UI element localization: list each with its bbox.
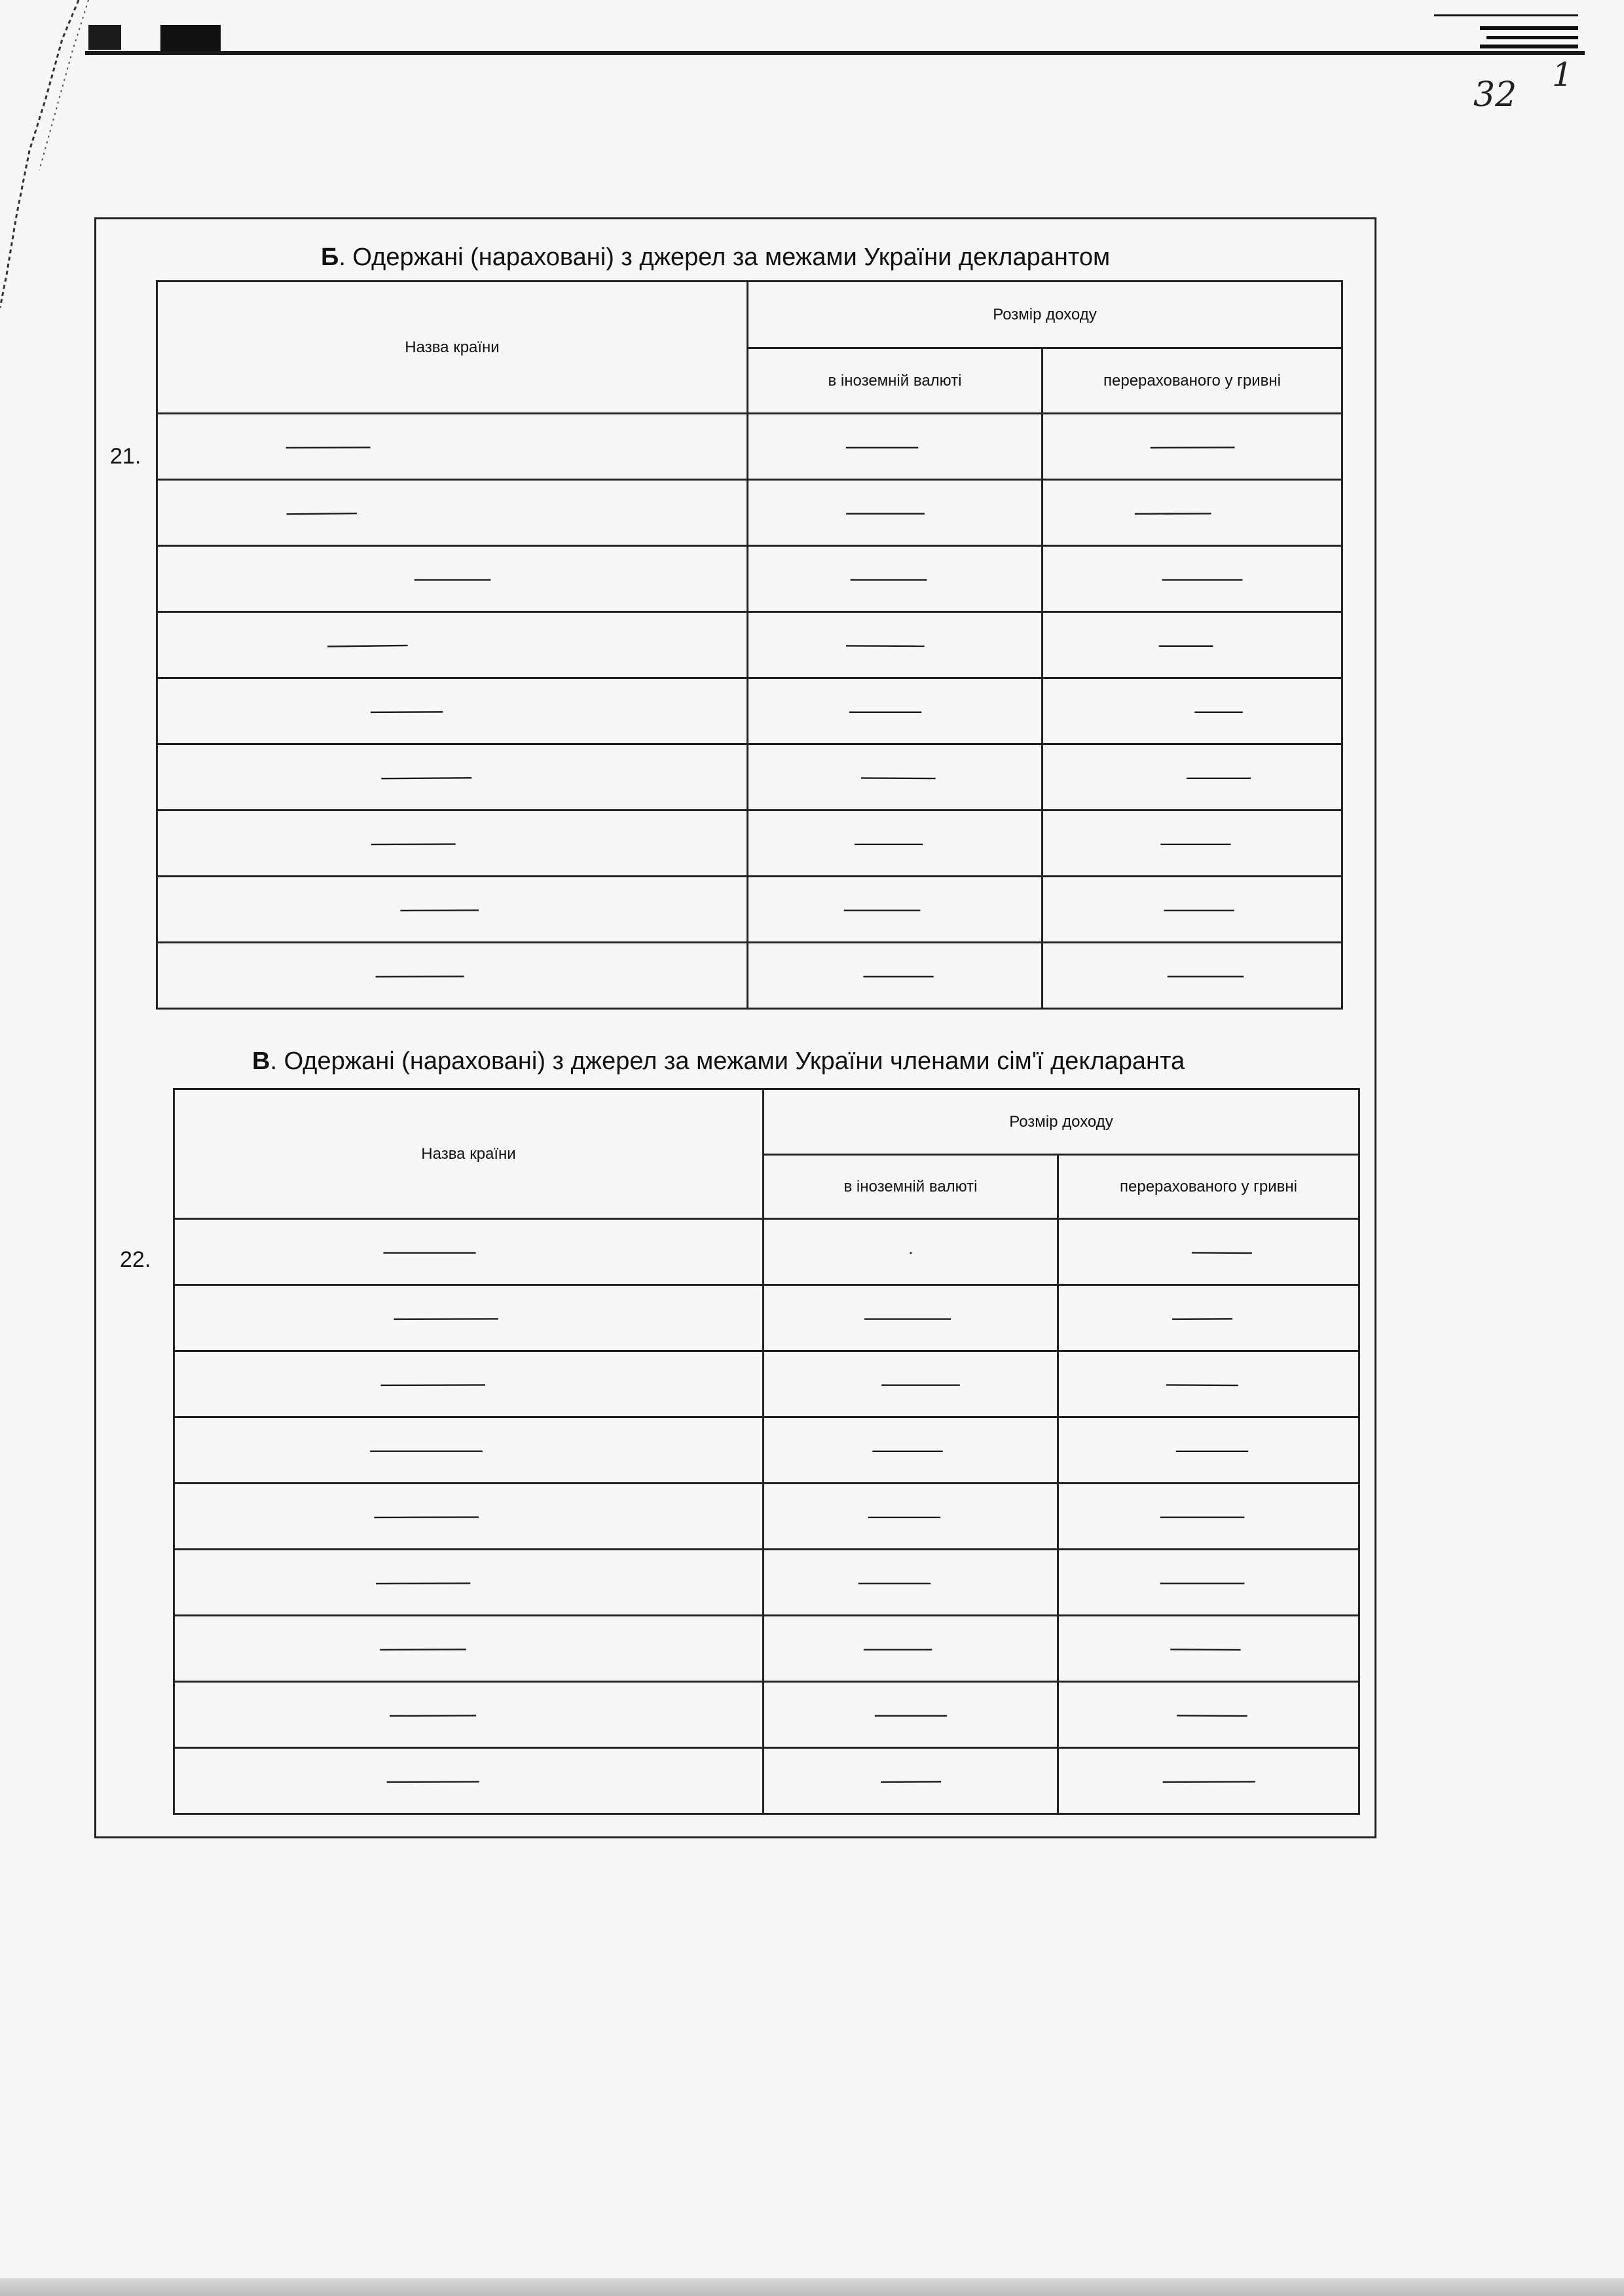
- cell-converted-uah: [1043, 943, 1342, 1009]
- cell-converted-uah: [1058, 1484, 1359, 1550]
- cell-value-dash: —: [1161, 1370, 1243, 1398]
- cell-value-dash: —: [1155, 1503, 1249, 1529]
- cell-converted-uah: [1058, 1550, 1359, 1616]
- table-row: [174, 1550, 1359, 1616]
- row-number-22: 22.: [120, 1247, 151, 1272]
- table-row: [174, 1285, 1359, 1351]
- cell-value-dash: —: [1183, 764, 1254, 790]
- cell-foreign-currency: [764, 1484, 1058, 1550]
- cell-converted-uah: [1058, 1748, 1359, 1814]
- income-table-family: [173, 1088, 1360, 1815]
- cell-value-dash: —: [409, 566, 495, 592]
- cell-value-dash: —: [1172, 1701, 1252, 1728]
- header-income-size: [748, 282, 1342, 348]
- section-v-title: [252, 1048, 1185, 1076]
- cell-foreign-currency: [748, 877, 1043, 943]
- cell-country: [174, 1351, 764, 1417]
- table-row: [157, 480, 1342, 546]
- cell-value-dash: —: [859, 1635, 936, 1662]
- cell-converted-uah: [1043, 877, 1342, 943]
- cell-converted-uah: [1058, 1219, 1359, 1285]
- cell-value-dash: —: [1160, 896, 1238, 922]
- cell-converted-uah: [1058, 1616, 1359, 1682]
- cell-foreign-currency: [748, 480, 1043, 546]
- cell-country: [174, 1285, 764, 1351]
- cell-country: [157, 612, 748, 678]
- header-country: [174, 1089, 764, 1219]
- cell-value-dash: —: [383, 1701, 482, 1728]
- cell-country: [157, 811, 748, 877]
- table-row: [157, 546, 1342, 612]
- cell-value-dash: —: [1157, 566, 1247, 592]
- header-income-size-label: Розмір доходу: [1009, 1112, 1113, 1131]
- header-country-label: Назва країни: [421, 1144, 516, 1163]
- cell-foreign-currency: [748, 811, 1043, 877]
- cell-value-dash: —: [280, 433, 376, 460]
- cell-converted-uah: [1058, 1285, 1359, 1351]
- cell-value-dash: —: [280, 499, 362, 526]
- cell-value-dash: —: [386, 1304, 505, 1332]
- cell-foreign-currency: [748, 414, 1043, 480]
- cell-value-dash: —: [1156, 830, 1234, 856]
- cell-value-dash: —: [1129, 499, 1216, 526]
- cell-country: [174, 1682, 764, 1748]
- cell-value-dash: —: [394, 896, 484, 923]
- cell-converted-uah: [1058, 1682, 1359, 1748]
- table-row: [157, 943, 1342, 1009]
- cell-value-dash: —: [839, 896, 925, 922]
- table-row: [174, 1417, 1359, 1484]
- cell-country: [157, 877, 748, 943]
- cell-value-dash: —: [1155, 632, 1216, 658]
- cell-foreign-currency: [764, 1550, 1058, 1616]
- cell-converted-uah: [1043, 480, 1342, 546]
- cell-converted-uah: [1043, 744, 1342, 811]
- cell-value-dash: —: [859, 962, 937, 989]
- income-table-declarant: [156, 280, 1343, 1010]
- cell-value-dash: —: [373, 1635, 472, 1662]
- cell-value-dash: —: [373, 1370, 492, 1398]
- scan-torn-edge: [0, 0, 92, 314]
- table-row: [157, 877, 1342, 943]
- header-foreign-currency: [764, 1155, 1058, 1219]
- cell-value-dash: —: [365, 829, 461, 857]
- cell-value-dash: —: [870, 1702, 951, 1728]
- cell-country: [174, 1616, 764, 1682]
- cell-foreign-currency: [764, 1285, 1058, 1351]
- table-row: [157, 414, 1342, 480]
- sheet-mark: 1: [1552, 56, 1573, 94]
- cell-country: [174, 1417, 764, 1484]
- cell-value-dash: —: [876, 1767, 945, 1795]
- cell-value-dash: —: [845, 698, 925, 724]
- header-converted-uah: [1043, 348, 1342, 414]
- row-number-21: 21.: [110, 444, 141, 469]
- table-row: [157, 744, 1342, 811]
- table-row: [174, 1351, 1359, 1417]
- cell-converted-uah: [1058, 1417, 1359, 1484]
- cell-value-dash: —: [1168, 1304, 1236, 1332]
- cell-value-dash: —: [367, 1503, 485, 1530]
- cell-value-dash: —: [845, 566, 931, 592]
- cell-value-dash: —: [856, 763, 940, 791]
- scan-mark: [88, 25, 121, 50]
- scan-bottom-edge: [0, 2278, 1624, 2296]
- cell-value-dash: —: [320, 631, 415, 659]
- cell-foreign-currency: [748, 546, 1043, 612]
- table-row: [174, 1616, 1359, 1682]
- page-number: 32: [1473, 75, 1517, 115]
- table-row: [174, 1748, 1359, 1814]
- cell-foreign-currency: [748, 612, 1043, 678]
- section-v-letter: В: [252, 1048, 270, 1075]
- table-row: [174, 1484, 1359, 1550]
- cell-value-dash: —: [363, 1437, 489, 1463]
- cell-value-dash: —: [840, 631, 930, 659]
- cell-value-dash: —: [877, 1371, 964, 1397]
- header-country-label: Назва країни: [405, 338, 500, 356]
- header-country: [157, 282, 748, 414]
- cell-country: [157, 943, 748, 1009]
- header-converted-uah: [1058, 1155, 1359, 1219]
- cell-foreign-currency: [748, 943, 1043, 1009]
- header-foreign-currency: [748, 348, 1043, 414]
- cell-converted-uah: [1043, 414, 1342, 480]
- table-row: [157, 612, 1342, 678]
- cell-country: [157, 414, 748, 480]
- cell-value-dash: —: [1187, 1238, 1256, 1266]
- cell-value-dash: —: [850, 830, 927, 856]
- cell-value-dash: —: [909, 1239, 912, 1265]
- cell-foreign-currency: [764, 1682, 1058, 1748]
- cell-value-dash: —: [369, 962, 470, 989]
- table-row: [174, 1219, 1359, 1285]
- section-v-title-text: . Одержані (нараховані) з джерел за межами України членами сім'ї декларанта: [270, 1048, 1185, 1075]
- header-income-size: [764, 1089, 1359, 1155]
- section-b-title-text: . Одержані (нараховані) з джерел за межами України декларантом: [339, 244, 1111, 271]
- header-income-size-label: Розмір доходу: [993, 305, 1097, 323]
- cell-value-dash: —: [1165, 1635, 1246, 1662]
- cell-value-dash: —: [1191, 698, 1246, 724]
- cell-country: [174, 1484, 764, 1550]
- cell-value-dash: —: [1162, 962, 1248, 989]
- cell-country: [174, 1748, 764, 1814]
- cell-foreign-currency: [764, 1417, 1058, 1484]
- cell-value-dash: —: [380, 1767, 485, 1795]
- cell-value-dash: —: [854, 1569, 934, 1595]
- table-row: [157, 678, 1342, 744]
- cell-converted-uah: [1058, 1351, 1359, 1417]
- cell-value-dash: —: [859, 1305, 955, 1331]
- cell-country: [157, 744, 748, 811]
- cell-value-dash: —: [378, 1239, 481, 1265]
- cell-foreign-currency: [764, 1351, 1058, 1417]
- cell-converted-uah: [1043, 612, 1342, 678]
- cell-converted-uah: [1043, 546, 1342, 612]
- cell-value-dash: —: [864, 1503, 944, 1529]
- cell-country: [157, 546, 748, 612]
- section-b-letter: Б: [321, 244, 339, 271]
- cell-converted-uah: [1043, 811, 1342, 877]
- cell-foreign-currency: [764, 1616, 1058, 1682]
- cell-value-dash: —: [373, 763, 479, 791]
- scan-edge-line: [85, 51, 1585, 55]
- table-row: [157, 811, 1342, 877]
- table-row: [174, 1682, 1359, 1748]
- cell-country: [157, 480, 748, 546]
- cell-value-dash: —: [369, 1569, 477, 1596]
- cell-country: [157, 678, 748, 744]
- cell-value-dash: —: [841, 433, 922, 460]
- cell-country: [174, 1550, 764, 1616]
- header-foreign-currency-label: в іноземній валюті: [828, 371, 962, 390]
- cell-value-dash: —: [365, 697, 447, 725]
- cell-country: [174, 1219, 764, 1285]
- cell-foreign-currency: [764, 1748, 1058, 1814]
- cell-value-dash: —: [841, 500, 929, 526]
- cell-value-dash: —: [1172, 1437, 1252, 1463]
- cell-value-dash: —: [1156, 1767, 1261, 1795]
- header-converted-uah-label: перерахованого у гривні: [1120, 1177, 1297, 1195]
- header-converted-uah-label: перерахованого у гривні: [1103, 371, 1281, 390]
- section-b-title: [321, 244, 1110, 272]
- cell-foreign-currency: [748, 678, 1043, 744]
- cell-value-dash: —: [1155, 1569, 1249, 1595]
- header-foreign-currency-label: в іноземній валюті: [843, 1177, 978, 1195]
- scan-mark: [160, 25, 221, 52]
- cell-value-dash: —: [868, 1437, 946, 1463]
- cell-foreign-currency: [748, 744, 1043, 811]
- cell-converted-uah: [1043, 678, 1342, 744]
- cell-foreign-currency: [764, 1219, 1058, 1285]
- cell-value-dash: —: [1144, 433, 1240, 460]
